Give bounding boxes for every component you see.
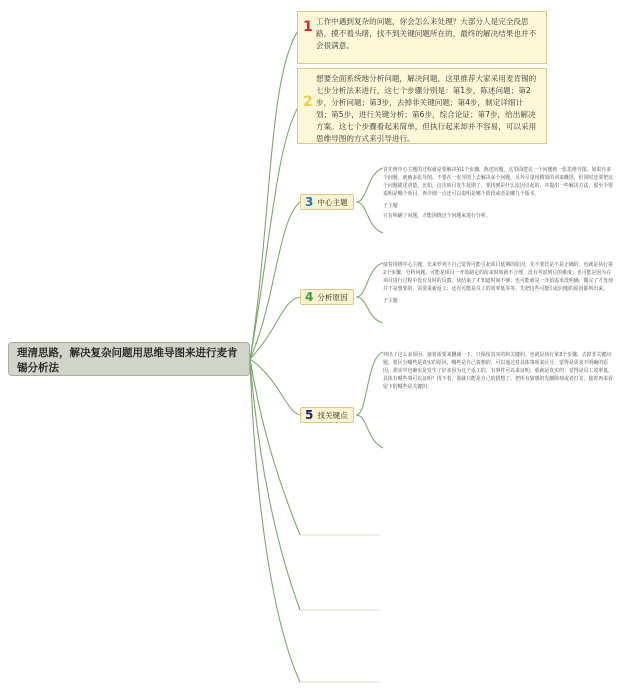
detail-text-find-key-points: 列出了这么多原因，接着需要来删减一下，只保留真实的和关键的。也就是执行第3个步骤，去掉非关键问题。要区分哪些是真实的原因，哪些是自己猜想的，可以通过对具体事项来区分。觉得是需求不明确的原因，那实中也确实是发生了好多因为这个返工的，有事件可以来证明，那就是真实的；觉得是员工效率低，具体有哪些事可以证明？找不着，那就只能是自己的猜想了。把所有猜想的先删除掉或者打叉，接着再来看留下的哪些是关键的。	[383, 352, 613, 390]
node-number-4: 4	[305, 290, 314, 304]
node-label-analyze-causes: 分析原因	[317, 293, 348, 302]
intro-text-1: 工作中遇到复杂的问题，你会怎么来处理？大部分人是完全没思路，摸不着头绪，找不到关键问题所在的，最终的解决结果也并不会很满意。	[316, 17, 537, 50]
node-label-central-topic: 中心主题	[317, 198, 348, 207]
intro-number-2: 2	[303, 94, 313, 110]
detail-text-analyze-causes: 接着围绕中心主题，先来罗列下自己觉得可能引起项目延期的原因。先不要管是不是正确的。也就是执行第2个步骤，分析问题。可能是项目一开始制定的给来时间就不合理，没有考虑到它的难度；也可能是因为在项目进行过程中没有及时的反馈，快结束了才知道时间不够；也可能就是一开始需求没明确，做完了才发现并不是想要的，需要重新返工；还有可能是员工的效率低等等。先把这些可能引起问题的原因都列出来。	[383, 262, 613, 292]
node-number-3: 3	[305, 195, 314, 209]
intro-number-1: 1	[303, 19, 313, 35]
detail-central-topic	[383, 166, 615, 223]
node-number-5: 5	[305, 408, 314, 422]
node-analyze-causes[interactable]	[300, 289, 354, 305]
subtopic-label[interactable]: 子主题	[383, 298, 398, 304]
detail-extra-central-topic: 只有明确了问题，才能围绕这个问题来进行分析。	[383, 213, 491, 219]
central-topic-title: 理清思路，解决复杂问题用思维导图来进行麦肯锡分析法	[17, 347, 238, 374]
central-topic[interactable]	[8, 342, 250, 376]
intro-note-2[interactable]	[297, 68, 547, 144]
subtopic-label[interactable]: 子主题	[383, 203, 398, 209]
intro-note-1[interactable]	[297, 11, 547, 64]
node-label-find-key-points: 找关键点	[317, 411, 348, 420]
intro-text-2: 想要全面系统地分析问题，解决问题，这里推荐大家采用麦肯锡的七步分析法来进行，这七个步骤分别是：第1步，陈述问题；第2步，分析问题；第3步，去掉非关键问题；第4步，制定详细计划；第5步，进行关键分析；第6步，综合论证；第7步，给出解决方案。这七个步骤看起来简单，但执行起来却并不容易，可以采用思维导图的方式来引导进行。	[316, 74, 537, 143]
detail-find-key-points	[383, 351, 615, 394]
detail-text-central-topic: 首先画中心主题的过程就是要解决第1个步骤，陈述问题。这里面建议一个问题画一张思维导图。如果有多个问题，就画多张导图。不要在一张导图上去解决多个问题。另外尽量用精简的词来概括，但同时还要把这个问题描述清楚。比如，这次项目发生延期了，要找到是什么原因引起的，并提出一些解决方法，那至少要说明是哪个项目，再详细一点还可以说明是哪个阶段或者是哪几个版本。	[383, 167, 613, 197]
node-central-topic[interactable]	[300, 194, 354, 210]
detail-analyze-causes	[383, 261, 615, 307]
node-find-key-points[interactable]	[300, 407, 354, 423]
